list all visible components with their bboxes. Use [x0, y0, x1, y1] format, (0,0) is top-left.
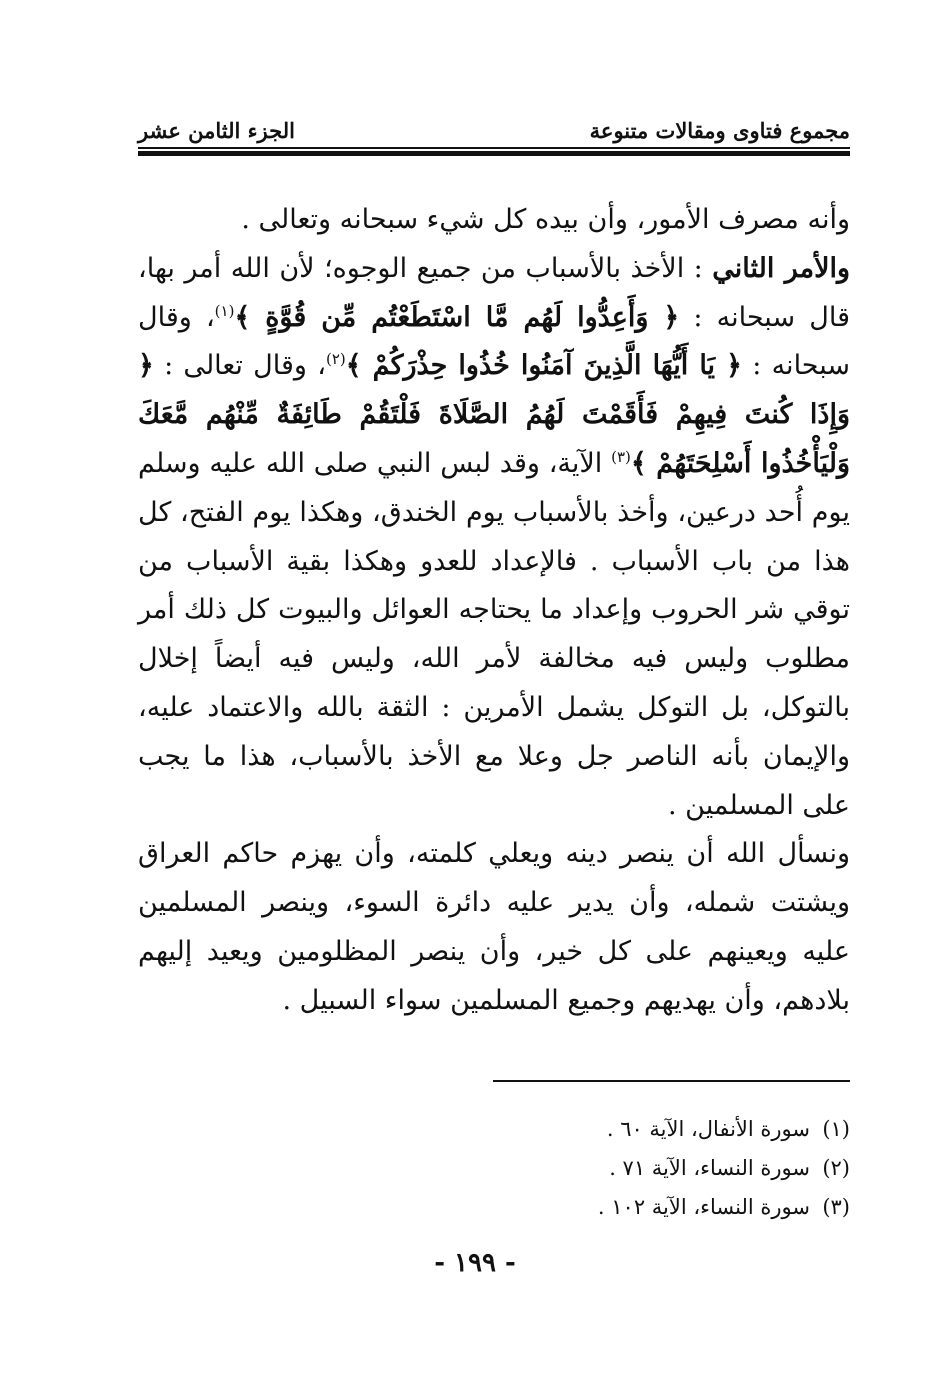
book-title: مجموع فتاوى ومقالات متنوعة	[589, 118, 850, 143]
header-rule-thick	[138, 151, 850, 156]
paragraph-2-text-d: الآية، وقد لبس النبي صلى الله عليه وسلم يوم أُحد درعين، وأخذ بالأسباب يوم الخندق، وهكذا يوم الفتح، كل هذا من باب الأسباب . فالإعداد للعدو وهكذا بقية الأسباب من توقي شر الحروب وإعداد ما يحتاجه العوائل والبيوت كل ذلك أمر مطلوب وليس فيه مخالفة لأمر الله، وليس فيه أيضاً إخلال بالتوكل، بل التوكل يشمل الأمرين : الثقة بالله والاعتماد عليه، والإيمان بأنه الناصر جل وعلا مع الأخذ بالأسباب، هذا ما يجب على المسلمين .	[138, 447, 850, 821]
footnote-text: سورة النساء، الآية ٧١ .	[609, 1156, 810, 1180]
paragraph-2	[138, 245, 850, 831]
footnote-ref-3: (٣)	[611, 447, 631, 466]
volume-label: الجزء الثامن عشر	[138, 118, 295, 143]
header-rule-thin	[138, 147, 850, 149]
footnote-number: (٣)	[822, 1195, 850, 1219]
paragraph-3: ونسأل الله أن ينصر دينه ويعلي كلمته، وأن يهزم حاكم العراق ويشتت شمله، وأن يدير عليه دائرة السوء، وينصر المسلمين عليه ويعينهم على كل خير، وأن ينصر المظلومين ويعيد إليهم بلادهم، وأن يهديهم وجميع المسلمين سواء السبيل .	[138, 838, 850, 1016]
paragraph-2-lead: والأمر الثاني	[712, 252, 851, 284]
footnote-ref-2: (٢)	[325, 350, 346, 369]
footnotes	[138, 1110, 850, 1227]
paragraph-1: وأنه مصرف الأمور، وأن بيده كل شيء سبحانه وتعالى .	[241, 204, 850, 235]
footnote-item	[138, 1188, 850, 1227]
main-text	[138, 196, 850, 1026]
quran-verse-2: ﴿ يَا أَيُّهَا الَّذِينَ آمَنُوا خُذُوا حِذْرَكُمْ ﴾	[345, 350, 742, 382]
footnote-item	[138, 1110, 850, 1149]
running-header	[138, 118, 850, 148]
quran-verse-3: ﴿ وَإِذَا كُنتَ فِيهِمْ فَأَقَمْتَ لَهُمُ الصَّلَاةَ فَلْتَقُمْ طَائِفَةٌ مِّنْهُم مَّعَكَ وَلْيَأْخُذُوا أَسْلِحَتَهُمْ ﴾	[138, 350, 850, 479]
paragraph-2-text-c: ، وقال تعالى :	[153, 350, 326, 382]
footnote-ref-1: (١)	[214, 301, 235, 320]
quran-verse-1: ﴿ وَأَعِدُّوا لَهُم مَّا اسْتَطَعْتُم مِّن قُوَّةٍ ﴾	[234, 301, 680, 333]
footnote-number: (١)	[822, 1117, 850, 1141]
footnote-number: (٢)	[822, 1156, 850, 1180]
footnote-rule	[493, 1080, 850, 1082]
page-number: - ١٩٩ -	[434, 1248, 516, 1278]
footnote-text: سورة النساء، الآية ١٠٢ .	[597, 1195, 810, 1219]
footnote-text: سورة الأنفال، الآية ٦٠ .	[606, 1117, 810, 1141]
paragraph-2-text-a: : الأخذ بالأسباب من جميع الوجوه؛ لأن الله أمر بها، قال سبحانه :	[138, 252, 850, 333]
paragraph-2-text-b: ، وقال سبحانه :	[138, 301, 850, 382]
footnote-item	[138, 1149, 850, 1188]
